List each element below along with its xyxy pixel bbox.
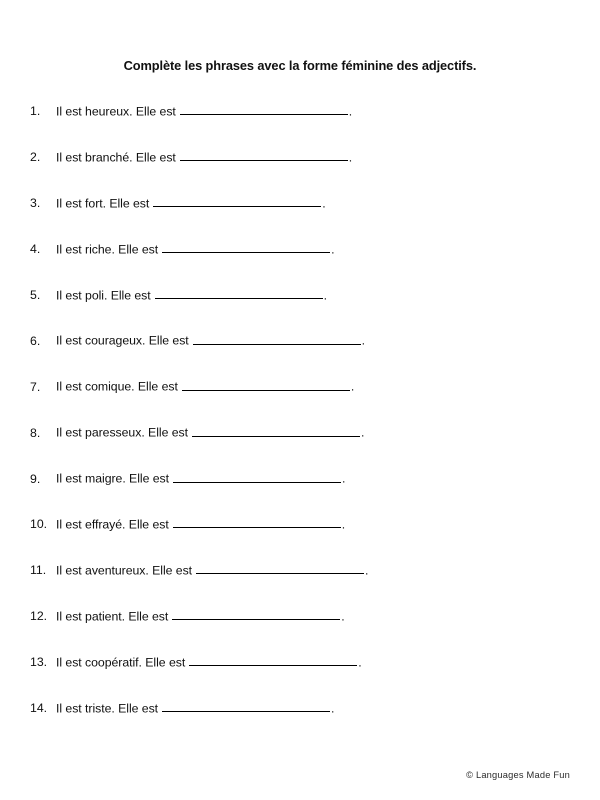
exercise-item bbox=[30, 150, 575, 196]
answer-blank[interactable] bbox=[172, 609, 340, 620]
exercise-item bbox=[30, 563, 575, 609]
exercise-item-body bbox=[56, 701, 334, 715]
answer-blank[interactable] bbox=[182, 379, 350, 390]
exercise-item-number: 13. bbox=[30, 655, 48, 670]
exercise-item-period: . bbox=[348, 150, 353, 165]
exercise-item-number: 6. bbox=[30, 333, 41, 348]
exercise-item-number: 5. bbox=[30, 288, 41, 303]
exercise-list bbox=[30, 104, 575, 746]
exercise-item-sentence: Il est heureux. Elle est bbox=[56, 104, 176, 119]
exercise-item-sentence: Il est maigre. Elle est bbox=[56, 471, 169, 486]
exercise-item-number: 11. bbox=[30, 563, 47, 578]
exercise-item-number: 10. bbox=[30, 517, 48, 532]
exercise-item-period: . bbox=[331, 701, 335, 716]
exercise-item-sentence: Il est courageux. Elle est bbox=[56, 333, 189, 348]
exercise-item bbox=[30, 655, 575, 701]
exercise-item-sentence: Il est aventureux. Elle est bbox=[56, 563, 193, 578]
exercise-item-sentence: Il est coopératif. Elle est bbox=[56, 655, 186, 670]
exercise-item-period: . bbox=[350, 379, 355, 394]
exercise-item bbox=[30, 242, 575, 288]
exercise-item-number: 4. bbox=[30, 242, 41, 257]
answer-blank[interactable] bbox=[153, 196, 321, 207]
exercise-item-sentence: Il est patient. Elle est bbox=[56, 609, 169, 624]
exercise-item bbox=[30, 425, 575, 471]
exercise-item-number: 3. bbox=[30, 196, 41, 211]
exercise-item-sentence: Il est riche. Elle est bbox=[56, 242, 159, 257]
exercise-item-body bbox=[56, 104, 352, 118]
answer-blank[interactable] bbox=[162, 242, 330, 253]
exercise-item-number: 8. bbox=[30, 425, 41, 440]
exercise-item bbox=[30, 701, 575, 747]
exercise-item bbox=[30, 609, 575, 655]
answer-blank[interactable] bbox=[193, 333, 361, 344]
exercise-item-body bbox=[56, 333, 365, 347]
exercise-item-period: . bbox=[348, 104, 353, 119]
exercise-item-sentence: Il est poli. Elle est bbox=[56, 288, 151, 303]
exercise-item-body bbox=[56, 379, 354, 393]
exercise-item-number: 2. bbox=[30, 150, 41, 165]
exercise-item bbox=[30, 288, 575, 334]
exercise-item-body bbox=[56, 471, 345, 485]
exercise-item-body bbox=[56, 242, 335, 256]
exercise-item-number: 7. bbox=[30, 379, 41, 394]
footer-credit: © Languages Made Fun bbox=[466, 770, 570, 780]
exercise-item-body bbox=[56, 196, 326, 210]
exercise-item-sentence: Il est comique. Elle est bbox=[56, 379, 178, 394]
answer-blank[interactable] bbox=[192, 425, 360, 436]
exercise-item-sentence: Il est paresseux. Elle est bbox=[56, 425, 188, 440]
exercise-item-body bbox=[56, 150, 352, 164]
exercise-item-period: . bbox=[341, 609, 345, 624]
exercise-item-period: . bbox=[341, 471, 346, 486]
answer-blank[interactable] bbox=[173, 517, 341, 528]
exercise-item bbox=[30, 333, 575, 379]
exercise-item-body bbox=[56, 655, 362, 669]
exercise-item-sentence: Il est fort. Elle est bbox=[56, 196, 150, 211]
answer-blank[interactable] bbox=[162, 701, 330, 712]
answer-blank[interactable] bbox=[189, 655, 357, 666]
exercise-item-period: . bbox=[323, 288, 328, 303]
exercise-item-sentence: Il est branché. Elle est bbox=[56, 150, 176, 165]
exercise-item-number: 12. bbox=[30, 609, 48, 624]
answer-blank[interactable] bbox=[196, 563, 364, 574]
answer-blank[interactable] bbox=[173, 471, 341, 482]
exercise-item-period: . bbox=[360, 425, 365, 440]
exercise-item-period: . bbox=[331, 242, 335, 257]
answer-blank[interactable] bbox=[155, 288, 323, 299]
exercise-item-sentence: Il est effrayé. Elle est bbox=[56, 517, 169, 532]
exercise-item-period: . bbox=[361, 333, 366, 348]
exercise-item-period: . bbox=[341, 517, 346, 532]
exercise-item-period: . bbox=[365, 563, 369, 578]
exercise-item bbox=[30, 379, 575, 425]
exercise-item bbox=[30, 471, 575, 517]
exercise-item-number: 1. bbox=[30, 104, 41, 119]
answer-blank[interactable] bbox=[180, 104, 348, 115]
page-title: Complète les phrases avec la forme féminine des adjectifs. bbox=[123, 58, 477, 73]
exercise-item-body bbox=[56, 563, 368, 577]
exercise-item-number: 14. bbox=[30, 701, 48, 716]
exercise-item-body bbox=[56, 425, 364, 439]
exercise-item-body bbox=[56, 288, 327, 302]
exercise-item-number: 9. bbox=[30, 471, 41, 486]
exercise-item-body bbox=[56, 609, 345, 623]
exercise-item-sentence: Il est triste. Elle est bbox=[56, 701, 159, 716]
exercise-item-body bbox=[56, 517, 345, 531]
exercise-item bbox=[30, 104, 575, 150]
exercise-item-period: . bbox=[358, 655, 362, 670]
exercise-item bbox=[30, 196, 575, 242]
exercise-item-period: . bbox=[322, 196, 326, 211]
exercise-item bbox=[30, 517, 575, 563]
answer-blank[interactable] bbox=[180, 150, 348, 161]
